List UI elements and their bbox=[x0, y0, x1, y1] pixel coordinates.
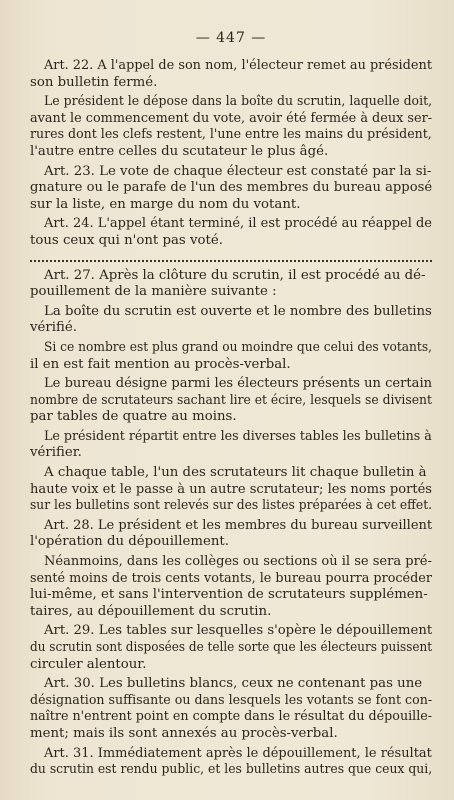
text-line: vérifier. bbox=[30, 445, 82, 461]
text-line: l'autre entre celles du scutateur le plus âgé. bbox=[30, 143, 329, 159]
text-line: Le président répartit entre les diverses tables les bulletins à bbox=[44, 428, 432, 444]
text-line: avant le commencement du vote, avoir été fermée à deux ser- bbox=[30, 110, 433, 126]
paragraph-art27d bbox=[30, 376, 432, 426]
paragraph-art31 bbox=[30, 746, 432, 779]
text-line: ment; mais ils sont annexés au procès-verbal. bbox=[30, 725, 338, 741]
text-line: Art. 28. Le président et les membres du bureau surveillent bbox=[44, 517, 433, 533]
text-line: vérifié. bbox=[30, 320, 77, 336]
text-line: sur la liste, en marge du nom du votant. bbox=[30, 196, 301, 212]
text-line: Art. 27. Après la clôture du scrutin, il est procédé au dé- bbox=[44, 267, 426, 283]
text-line: circuler alentour. bbox=[30, 656, 147, 672]
paragraph-art27e bbox=[30, 429, 432, 462]
text-line: Art. 24. L'appel étant terminé, il est procédé au réappel de bbox=[44, 216, 432, 232]
text-line: du scrutin sont disposées de telle sorte que les électeurs puissent bbox=[30, 640, 433, 655]
text-line: A chaque table, l'un des scrutateurs lit chaque bulletin à bbox=[44, 465, 427, 481]
paragraph-art27 bbox=[30, 268, 432, 301]
paragraph-art27b bbox=[30, 304, 432, 337]
text-line: rures dont les clefs restent, l'une entre les mains du président, bbox=[30, 127, 432, 143]
paragraph-art24 bbox=[30, 216, 432, 249]
paragraph-art30 bbox=[30, 676, 432, 742]
text-line: Le président le dépose dans la boîte du scrutin, laquelle doit, bbox=[44, 94, 433, 110]
text-line: désignation suffisante ou dans lesquels les votants se font con- bbox=[30, 692, 433, 708]
paragraph-art22 bbox=[30, 58, 432, 91]
paragraph-art23 bbox=[30, 164, 432, 214]
text-line: sur les bulletins sont relevés sur des listes préparées à cet effet. bbox=[30, 498, 433, 514]
text-line: taires, au dépouillement du scrutin. bbox=[30, 603, 272, 619]
text-line: Art. 22. A l'appel de son nom, l'électeur remet au président bbox=[44, 58, 433, 73]
text-line: Si ce nombre est plus grand ou moindre que celui des votants, bbox=[44, 339, 432, 355]
text-line: du scrutin est rendu public, et les bulletins autres que ceux qui, bbox=[30, 762, 433, 778]
paragraph-art28b bbox=[30, 554, 432, 620]
text-line: haute voix et le passe à un autre scrutateur; les noms portés bbox=[30, 481, 433, 497]
text-line: pouillement de la manière suivante : bbox=[30, 284, 277, 300]
text-line: naître n'entrent point en compte dans le résultat du dépouille- bbox=[30, 709, 433, 725]
text-line: nombre de scrutateurs sachant lire et écire, lesquels se divisent bbox=[30, 392, 432, 408]
paragraph-art29 bbox=[30, 623, 432, 673]
text-line: La boîte du scrutin est ouverte et le nombre des bulletins bbox=[44, 303, 432, 319]
text-line: lui-même, et sans l'intervention de scrutateurs supplémen- bbox=[30, 587, 428, 603]
text-line: par tables de quatre au moins. bbox=[30, 409, 237, 425]
paragraph-art27f bbox=[30, 465, 432, 515]
text-line: Le bureau désigne parmi les électeurs présents un certain bbox=[44, 376, 433, 392]
text-line: Art. 30. Les bulletins blancs, ceux ne contenant pas une bbox=[44, 676, 423, 692]
page-number: — 447 — bbox=[195, 30, 267, 46]
text-line: senté moins de trois cents votants, le bureau pourra procéder bbox=[30, 570, 432, 586]
text-line: Art. 23. Le vote de chaque électeur est constaté par la si- bbox=[44, 163, 432, 179]
text-line: tous ceux qui n'ont pas voté. bbox=[30, 232, 223, 248]
paragraph-art22b bbox=[30, 94, 432, 160]
paragraph-art27c bbox=[30, 340, 432, 373]
text-line: gnature ou le parafe de l'un des membres du bureau apposé bbox=[30, 180, 433, 196]
text-line: l'opération du dépouillement. bbox=[30, 534, 229, 550]
text-line: Néanmoins, dans les collèges ou sections où il se sera pré- bbox=[44, 554, 432, 570]
text-line: Art. 31. Immédiatement après le dépouillement, le résultat bbox=[44, 745, 432, 761]
text-line: il en est fait mention au procès-verbal. bbox=[30, 356, 291, 372]
text-line: Art. 29. Les tables sur lesquelles s'opère le dépouillement bbox=[44, 623, 433, 639]
text-line: son bulletin fermé. bbox=[30, 74, 158, 90]
paragraph-art28 bbox=[30, 518, 432, 551]
section-divider-dots bbox=[30, 260, 432, 262]
page-body bbox=[30, 58, 432, 782]
